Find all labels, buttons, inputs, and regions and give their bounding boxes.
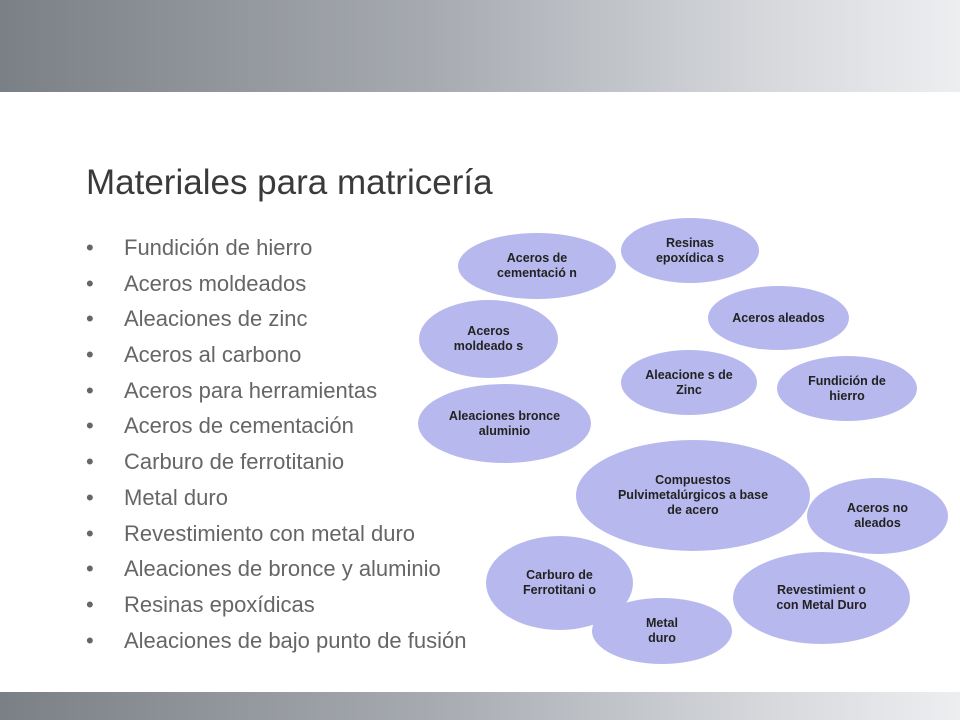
bullet-marker: • [86,342,94,368]
bullet-marker: • [86,235,94,260]
bullet-item: • Aleaciones de zinc [86,301,466,337]
bullet-item: • Carburo de ferrotitanio [86,444,466,480]
bubble-carburo-ferrotitanio: Carburo de Ferrotitani o [486,536,633,630]
bullet-marker: • [86,449,94,475]
bullet-list [86,230,466,658]
bullet-marker: • [86,413,94,439]
bullet-marker: • [86,627,94,653]
bullet-item: • Aceros al carbono [86,337,466,373]
bubble-aleaciones-bronce-aluminio: Aleaciones bronce aluminio [418,384,591,463]
bullet-item: • Aleaciones de bronce y aluminio [86,551,466,587]
bullet-marker: • [86,270,94,296]
bullet-item: • Metal duro [86,480,466,516]
bubble-aceros-moldeados: Aceros moldeado s [419,300,558,378]
bubble-aceros-aleados: Aceros aleados [708,286,849,350]
bubble-compuestos-pulvimetalurgicos: Compuestos Pulvimetalúrgicos a base de acero [576,440,810,551]
bullet-marker: • [86,556,94,582]
bubble-fundicion-hierro: Fundición de hierro [777,356,917,421]
bullet-marker: • [86,484,94,510]
bullet-item: • Aleaciones de bajo punto de fusión [86,623,466,659]
bubble-aceros-no-aleados: Aceros no aleados [807,478,948,554]
bullet-item: • Aceros de cementación [86,408,466,444]
bullet-item: • Fundición de hierro [86,230,466,266]
slide-title: Materiales para matricería [86,163,493,202]
bubble-metal-duro: Metal duro [592,598,732,664]
bullet-marker: • [86,591,94,617]
bullet-marker: • [86,520,94,546]
bullet-item: • Revestimiento con metal duro [86,516,466,552]
bullet-item: • Aceros moldeados [86,266,466,302]
bubble-aleaciones-zinc: Aleacione s de Zinc [621,350,757,415]
footer-band [0,692,960,720]
bullet-item: • Aceros para herramientas [86,373,466,409]
header-band [0,0,960,92]
bubble-revestimiento-metal-duro: Revestimient o con Metal Duro [733,552,910,644]
bullet-item: • Resinas epoxídicas [86,587,466,623]
bullet-marker: • [86,306,94,332]
bubble-resinas-epoxidicas: Resinas epoxídica s [621,218,759,283]
bullet-marker: • [86,377,94,403]
bubble-aceros-cementacion: Aceros de cementació n [458,233,616,299]
